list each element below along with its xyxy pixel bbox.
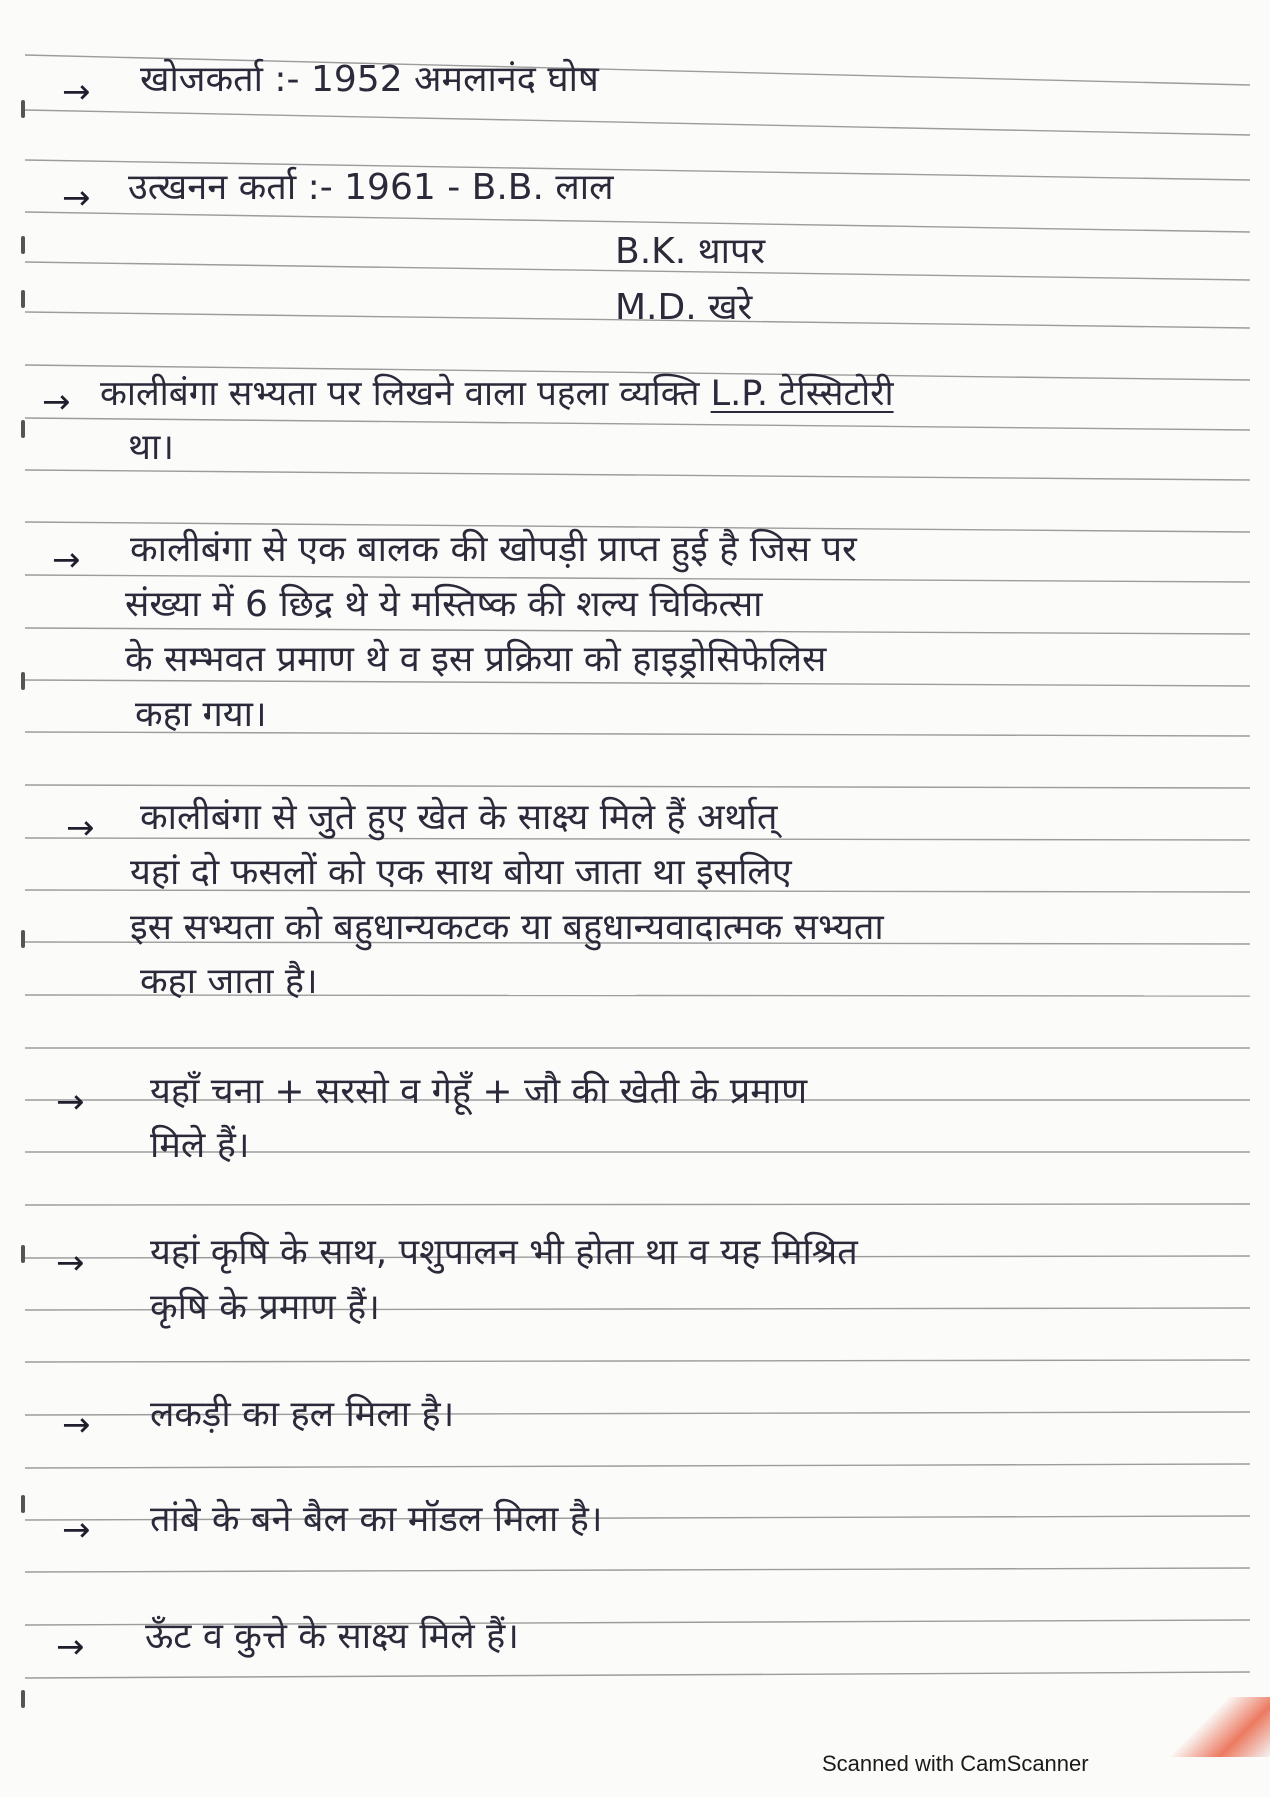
bullet-arrow-icon: → [62,178,91,218]
note-line: ऊँट व कुत्ते के साक्ष्य मिले हैं। [145,1616,519,1657]
note-line: लकड़ी का हल मिला है। [150,1394,455,1435]
note-line: कृषि के प्रमाण हैं। [150,1287,380,1328]
note-line: खोजकर्ता :- 1952 अमलानंद घोष [140,59,599,100]
bullet-arrow-icon: → [66,808,95,848]
bullet-arrow-icon: → [56,1627,85,1667]
page-corner [1160,1697,1270,1757]
note-line: के सम्भवत प्रमाण थे व इस प्रक्रिया को हाइड्रोसिफेलिस [125,639,827,680]
bullet-arrow-icon: → [62,1405,91,1445]
note-line: कहा गया। [135,694,267,735]
bullet-arrow-icon: → [52,540,81,580]
note-line: कहा जाता है। [140,961,318,1002]
note-line: मिले हैं। [150,1125,250,1166]
bullet-arrow-icon: → [56,1243,85,1283]
note-line: उत्खनन कर्ता :- 1961 - B.B. लाल [128,167,614,208]
note-line: M.D. खरे [615,287,753,328]
note-line: कालीबंगा से एक बालक की खोपड़ी प्राप्त हुई है जिस पर [130,529,857,570]
bullet-arrow-icon: → [42,382,71,422]
note-line: तांबे के बने बैल का मॉडल मिला है। [150,1499,603,1540]
note-line: संख्या में 6 छिद्र थे ये मस्तिष्क की शल्य चिकित्सा [125,584,763,625]
note-line: था। [128,427,174,468]
bullet-arrow-icon: → [62,72,91,112]
note-line: यहां कृषि के साथ, पशुपालन भी होता था व यह मिश्रित [150,1232,858,1273]
note-line: कालीबंगा सभ्यता पर लिखने वाला पहला व्यक्ति L.P. टेस्सिटोरी [100,374,894,414]
note-line: यहां दो फसलों को एक साथ बोया जाता था इसलिए [130,852,792,893]
bullet-arrow-icon: → [62,1510,91,1550]
bullet-arrow-icon: → [56,1082,85,1122]
note-line: कालीबंगा से जुते हुए खेत के साक्ष्य मिले हैं अर्थात् [140,797,778,838]
note-line: यहाँ चना + सरसो व गेहूँ + जौ की खेती के प्रमाण [150,1071,808,1112]
scanner-watermark: Scanned with CamScanner [822,1751,1089,1776]
note-line: B.K. थापर [615,231,766,272]
person-name: L.P. टेस्सिटोरी [710,374,894,414]
note-line: इस सभ्यता को बहुधान्यकटक या बहुधान्यवादात्मक सभ्यता [130,907,884,948]
